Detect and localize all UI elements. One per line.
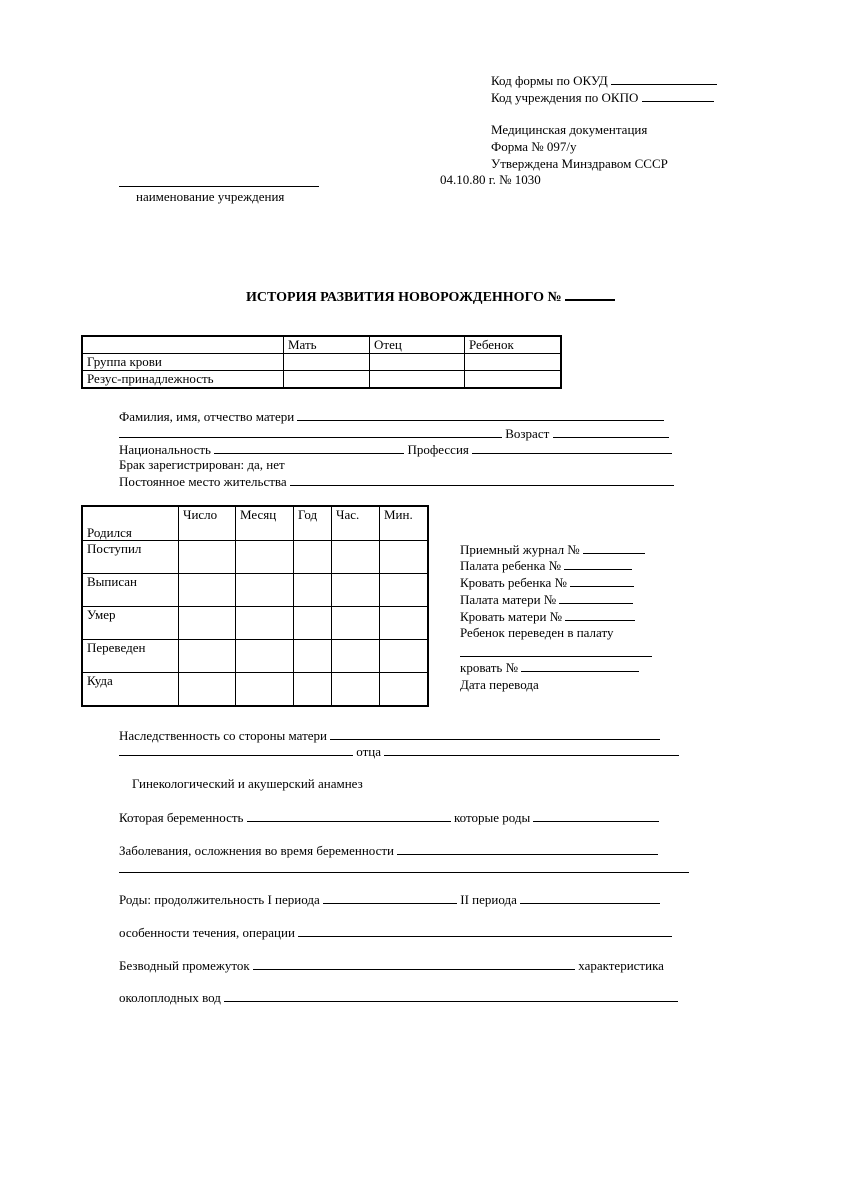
birth-cell[interactable]	[380, 673, 429, 707]
birth-row-admitted: Поступил	[82, 541, 179, 574]
transferred-to: Ребенок переведен в палату	[460, 625, 614, 640]
approved-date: 04.10.80 г. № 1030	[440, 172, 541, 187]
mother-age-field[interactable]	[553, 425, 669, 438]
blood-col-child: Ребенок	[465, 336, 562, 354]
okud-field[interactable]	[611, 72, 717, 85]
blood-col-father: Отец	[370, 336, 465, 354]
mother-ward: Палата матери №	[460, 591, 633, 608]
residence-field[interactable]	[290, 473, 674, 486]
anhydrous-interval: Безводный промежуток характеристика	[119, 958, 664, 973]
birth-col-month: Месяц	[236, 506, 294, 541]
blood-cell[interactable]	[465, 354, 562, 371]
page-title: ИСТОРИЯ РАЗВИТИЯ НОВОРОЖДЕННОГО №	[246, 287, 615, 306]
form-number: Форма № 097/у	[491, 139, 577, 154]
pregnancy-number: Которая беременность которые роды	[119, 809, 659, 826]
birth-cell[interactable]	[236, 640, 294, 673]
labor-duration: Роды: продолжительность I периода II периода	[119, 891, 660, 908]
blood-cell[interactable]	[370, 354, 465, 371]
heredity-father: отца	[119, 743, 679, 760]
mother-fio-field[interactable]	[297, 408, 664, 421]
institution-caption: наименование учреждения	[136, 189, 285, 204]
complications-continued-field[interactable]	[119, 872, 689, 873]
anhydrous-interval-field[interactable]	[253, 957, 575, 970]
institution-field[interactable]	[119, 186, 319, 187]
complications-field[interactable]	[397, 842, 658, 855]
mother-residence: Постоянное место жительства	[119, 473, 674, 490]
birth-row-transferred: Переведен	[82, 640, 179, 673]
birth-cell[interactable]	[179, 607, 236, 640]
approved-by: Утверждена Минздравом СССР	[491, 156, 668, 171]
birth-col-hour: Час.	[332, 506, 380, 541]
admission-journal: Приемный журнал №	[460, 541, 645, 558]
course-features: особенности течения, операции	[119, 924, 672, 941]
blood-row-group: Группа крови	[82, 354, 284, 371]
birth-cell[interactable]	[332, 673, 380, 707]
child-ward-field[interactable]	[564, 557, 632, 570]
mother-bed-field[interactable]	[565, 608, 635, 621]
blood-cell[interactable]	[284, 371, 370, 389]
blood-cell[interactable]	[370, 371, 465, 389]
mother-fio-continued-field[interactable]	[119, 425, 502, 438]
birth-cell[interactable]	[294, 640, 332, 673]
amniotic-fluid-field[interactable]	[224, 989, 678, 1002]
birth-col-min: Мин.	[380, 506, 429, 541]
birth-cell[interactable]	[332, 640, 380, 673]
birth-cell[interactable]	[294, 541, 332, 574]
transfer-bed-field[interactable]	[521, 659, 639, 672]
history-number-field[interactable]	[565, 287, 615, 301]
birth-cell[interactable]	[179, 541, 236, 574]
birth-row-discharged: Выписан	[82, 574, 179, 607]
heredity-father-field[interactable]	[384, 743, 679, 756]
child-bed-field[interactable]	[570, 574, 634, 587]
okpo-label: Код учреждения по ОКПО	[491, 89, 714, 106]
transfer-date: Дата перевода	[460, 677, 539, 692]
birth-cell[interactable]	[179, 673, 236, 707]
birth-cell[interactable]	[380, 541, 429, 574]
blood-cell[interactable]	[465, 371, 562, 389]
mother-age: Возраст	[119, 425, 669, 442]
heredity-mother: Наследственность со стороны матери	[119, 727, 660, 744]
birth-cell[interactable]	[332, 607, 380, 640]
pregnancy-number-field[interactable]	[247, 809, 451, 822]
birth-cell[interactable]	[236, 541, 294, 574]
blood-row-rhesus: Резус-принадлежность	[82, 371, 284, 389]
birth-cell[interactable]	[380, 640, 429, 673]
okpo-field[interactable]	[642, 89, 714, 102]
blood-col-mother: Мать	[284, 336, 370, 354]
section-title: Гинекологический и акушерский анамнез	[132, 776, 363, 791]
child-ward: Палата ребенка №	[460, 557, 632, 574]
birth-cell[interactable]	[294, 574, 332, 607]
doc-type: Медицинская документация	[491, 122, 648, 137]
mother-nationality: Национальность Профессия	[119, 441, 672, 458]
birth-cell[interactable]	[294, 607, 332, 640]
mother-fio: Фамилия, имя, отчество матери	[119, 408, 664, 425]
second-period-field[interactable]	[520, 891, 660, 904]
nationality-field[interactable]	[214, 441, 404, 454]
birth-cell[interactable]	[332, 541, 380, 574]
mother-ward-field[interactable]	[559, 591, 633, 604]
birth-row-born: Родился	[87, 525, 132, 540]
birth-cell[interactable]	[179, 640, 236, 673]
birth-cell[interactable]	[179, 574, 236, 607]
marriage-status: Брак зарегистрирован: да, нет	[119, 457, 285, 472]
transfer-bed: кровать №	[460, 659, 639, 676]
birth-cell[interactable]	[380, 574, 429, 607]
birth-cell[interactable]	[236, 574, 294, 607]
course-features-field[interactable]	[298, 924, 672, 937]
birth-cell[interactable]	[236, 607, 294, 640]
amniotic-fluid: околоплодных вод	[119, 989, 678, 1006]
child-bed: Кровать ребенка №	[460, 574, 634, 591]
birth-cell[interactable]	[294, 673, 332, 707]
birth-col-day: Число	[179, 506, 236, 541]
journal-field[interactable]	[583, 541, 645, 554]
birth-row-died: Умер	[82, 607, 179, 640]
birth-table	[81, 505, 429, 707]
complications: Заболевания, осложнения во время беременности	[119, 842, 658, 859]
birth-number-field[interactable]	[533, 809, 659, 822]
okud-label: Код формы по ОКУД	[491, 72, 717, 89]
birth-row-where: Куда	[82, 673, 179, 707]
birth-cell[interactable]	[332, 574, 380, 607]
birth-col-year: Год	[294, 506, 332, 541]
heredity-mother-field[interactable]	[330, 727, 660, 740]
heredity-mother-continued-field[interactable]	[119, 743, 353, 756]
blood-cell[interactable]	[284, 354, 370, 371]
birth-cell[interactable]	[236, 673, 294, 707]
transfer-ward-field[interactable]	[460, 656, 652, 657]
profession-field[interactable]	[472, 441, 672, 454]
first-period-field[interactable]	[323, 891, 457, 904]
birth-cell[interactable]	[380, 607, 429, 640]
blood-table	[81, 335, 562, 389]
mother-bed: Кровать матери №	[460, 608, 635, 625]
